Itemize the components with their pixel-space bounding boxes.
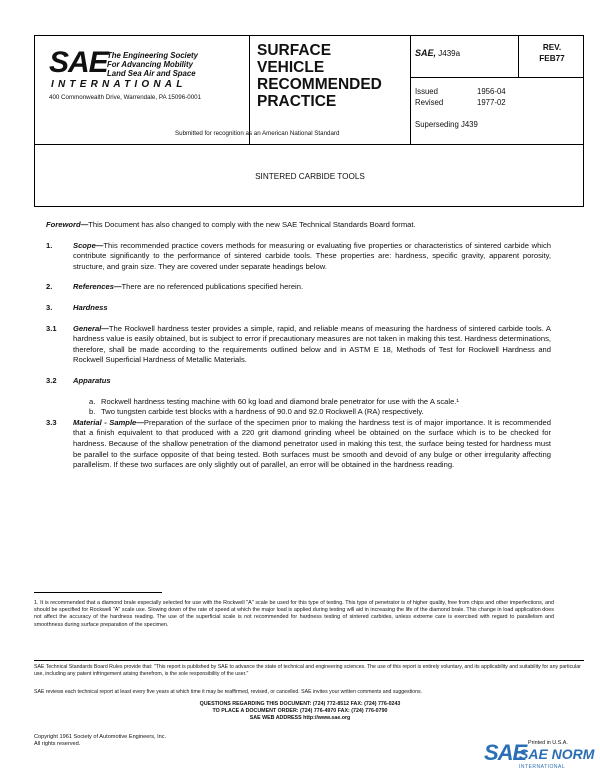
footnote-rule <box>34 592 162 593</box>
superseding: Superseding J439 <box>415 120 478 129</box>
sae-logo <box>49 48 244 100</box>
document-body <box>46 220 551 481</box>
contact-info: QUESTIONS REGARDING THIS DOCUMENT: (724) 772-8512 FAX: (724) 776-0243 TO PLACE A DOCUMENT ORDER: (724) 776-4970 FAX: (724) 776-0790 SAE WEB ADDRESS http://www.sae.org <box>199 701 401 722</box>
foreword: Foreword—This Document has also changed to comply with the new SAE Technical Standards Board format. <box>46 220 416 229</box>
revision: REV. FEB77 <box>539 43 565 63</box>
list-item-a: a. Rockwell hardness testing machine with 60 kg load and diamond brale penetrator for use with the A scale.¹ <box>89 396 459 406</box>
logo-sae-text: SAE <box>49 46 108 79</box>
address: 400 Commonwealth Drive, Warrendale, PA 15096-0001 <box>49 94 202 101</box>
review-notice: SAE reviews each technical report at least every five years at which time it may be reaffirmed, revised, or cancelled. SAE invites your written comments and suggestions. <box>34 689 422 695</box>
copyright: Copyright 1961 Society of Automotive Engineers, Inc. All rights reserved. <box>34 734 167 748</box>
section-3-1: 3.1 General—The Rockwell hardness tester provides a simple, rapid, and reliable means of measuring the hardness of sintered carbide tools. A hardness value is easily obtained, but is subject to error if precautionary measures are not taken in making this test. Hardness determinations, therefore, shall be made according to the requirements outlined below and in ASTM E 18, Methods of Test for Rockwell Hardness and Rockwell Superficial Hardness of Metallic Materials. <box>46 323 551 365</box>
document-type: SURFACE VEHICLE RECOMMENDED PRACTICE <box>257 42 382 110</box>
sae-norm-stamp: SAE SAE NORM INTERNATIONAL <box>484 740 595 770</box>
section-3-3: 3.3 Material - Sample—Preparation of the surface of the specimen prior to making the hardness test is of major importance. It is recommended that a finish equivalent to that produced with a 220 grit diamond grinding wheel be obtained on the surface which is to be checked for hardness. Because of the shallow penetration of the diamond penetrator used in making this test, the surface being tested for hardness must be parallel to the surface opposite of that being tested. Both surfaces must be smooth and devoid of any bulge or other irregularity affecting parallelism. If these two surfaces are only slightly out of parallel, an error will be obtained in the hardness reading. <box>46 417 551 470</box>
title-box <box>34 145 584 207</box>
header-box <box>34 35 584 145</box>
section-1: 1. Scope—This recommended practice covers methods for measuring or evaluating five properties or characteristics of sintered carbide which contribute significantly to the performance of sintered carbide tools. These properties are: hardness, specific gravity, apparent porosity, structure, and grain size. They are covered under separate headings below. <box>46 240 551 271</box>
footer-rule <box>34 660 584 661</box>
legal-notice: SAE Technical Standards Board Rules provide that: "This report is published by SAE to advance the state of technical and engineering sciences. The use of this report is entirely voluntary, and its applicability and suitability for any particular use, including any patent infringement arising therefrom, is the sole responsibility of the user." <box>34 664 581 677</box>
logo-tagline: The Engineering Society For Advancing Mobility Land Sea Air and Space <box>107 51 198 78</box>
footnote: 1. It is recommended that a diamond brale especially selected for use with the Rockwell "A" scale be used for this type of testing. This type of penetrator is of higher quality, free from chips and other imperfections, and should be specified for Rockwell "A" scale use. Slowing down of the rate of speed at which the major load is applied during testing will aid in increasing the life of the diamond brale. This change in load application does not affect the accuracy of the hardness reading. The use of the superficial scale is not recommended for hardness testing of sintered carbides, unless extreme care is exercised with regard to parallelism and smoothness during surface preparation of the specimen. <box>34 600 554 628</box>
issue-dates: Issued 1956-04 Revised 1977-02 <box>415 87 506 107</box>
printed-in: Printed in U.S.A. <box>528 740 568 746</box>
section-2: 2. References—There are no referenced publications specified herein. <box>46 282 304 292</box>
standard-number: SAE, J439a <box>415 48 461 58</box>
section-3-2: 3.2 Apparatus <box>46 375 111 385</box>
section-3: 3. Hardness <box>46 302 108 312</box>
list-item-b: b. Two tungsten carbide test blocks with a hardness of 90.0 and 92.0 Rockwell A (RA) respectively. <box>89 407 424 417</box>
logo-international: INTERNATIONAL <box>51 79 187 90</box>
submitted-note: Submitted for recognition as an American National Standard <box>175 130 340 137</box>
document-title: SINTERED CARBIDE TOOLS <box>255 172 365 181</box>
